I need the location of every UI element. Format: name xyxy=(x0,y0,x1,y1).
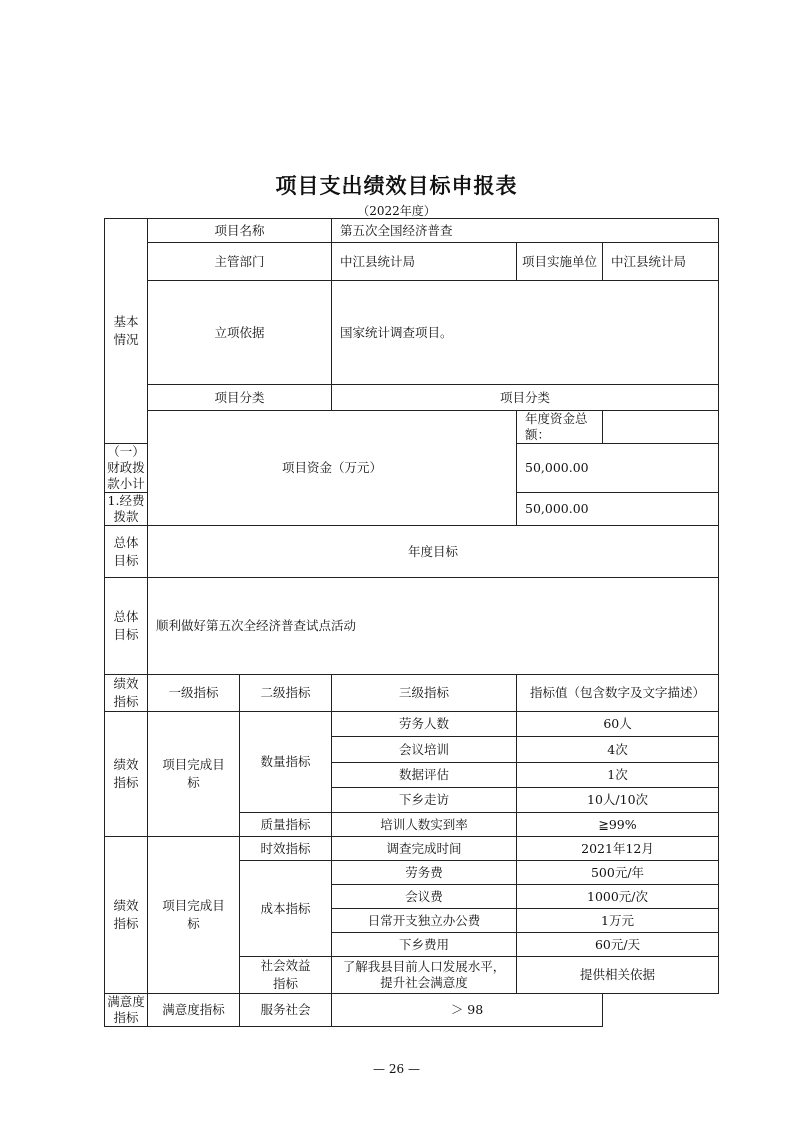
block1-label: 绩效 指标 xyxy=(105,712,148,837)
header-level2: 二级指标 xyxy=(240,675,332,712)
header-level3: 三级指标 xyxy=(332,675,517,712)
indicator-value: 提供相关依据 xyxy=(517,957,719,994)
indicator-name: 数据评估 xyxy=(332,763,517,788)
basis-value: 国家统计调查项目。 xyxy=(332,281,719,385)
annual-goal-label: 年度目标 xyxy=(148,526,719,578)
indicator-name: 会议费 xyxy=(332,885,517,909)
indicator-value: 60人 xyxy=(517,712,719,737)
satisfaction-level1: 满意度指标 xyxy=(105,994,148,1027)
block2-level1: 项目完成目 标 xyxy=(148,837,240,994)
page-number: — 26 — xyxy=(373,1062,420,1076)
expense-label: 1.经费拨款 xyxy=(105,493,148,526)
funds-total-label: 年度资金总额： xyxy=(517,411,603,444)
indicator-value: 60元/天 xyxy=(517,933,719,957)
basic-section-label: 基本 情况 xyxy=(105,219,148,444)
category-value: 项目分类 xyxy=(332,385,719,411)
indicator-name: 下乡走访 xyxy=(332,788,517,813)
indicator-value: 4次 xyxy=(517,737,719,763)
header-level1: 一级指标 xyxy=(148,675,240,712)
indicator-value: 1000元/次 xyxy=(517,885,719,909)
indicator-name: 了解我县目前人口发展水平， 提升社会满意度 xyxy=(332,957,517,994)
funds-total-value xyxy=(603,411,719,444)
impl-unit-value: 中江县统计局 xyxy=(603,243,719,281)
indicators-header-label: 绩效 指标 xyxy=(105,675,148,712)
cost-indicator: 成本指标 xyxy=(240,861,332,957)
overall-goal-text: 顺利做好第五次全经济普查试点活动 xyxy=(148,578,719,675)
basis-label: 立项依据 xyxy=(148,281,332,385)
funds-label: 项目资金（万元） xyxy=(148,411,517,526)
expense-value: 50,000.00 xyxy=(517,493,719,526)
block2-label: 绩效 指标 xyxy=(105,837,148,994)
indicator-name: 日常开支独立办公费 xyxy=(332,909,517,933)
indicator-value: 1万元 xyxy=(517,909,719,933)
overall-goal-label: 总体 目标 xyxy=(105,526,148,578)
project-name-value: 第五次全国经济普查 xyxy=(332,219,719,243)
impl-unit-label: 项目实施单位 xyxy=(517,243,603,281)
project-name-label: 项目名称 xyxy=(148,219,332,243)
indicator-value: 2021年12月 xyxy=(517,837,719,861)
overall-goal-label-2: 总体 目标 xyxy=(105,578,148,675)
block1-level1: 项目完成目 标 xyxy=(148,712,240,837)
category-label: 项目分类 xyxy=(148,385,332,411)
satisfaction-level2: 满意度指标 xyxy=(148,994,240,1027)
indicator-name: 调查完成时间 xyxy=(332,837,517,861)
indicator-value: 500元/年 xyxy=(517,861,719,885)
indicator-value: ≧99% xyxy=(517,813,719,837)
indicator-value: ＞ 98 xyxy=(332,994,603,1027)
timeliness-indicator: 时效指标 xyxy=(240,837,332,861)
year-label: （2022年度） xyxy=(357,204,436,218)
dept-value: 中江县统计局 xyxy=(332,243,517,281)
indicator-name: 下乡费用 xyxy=(332,933,517,957)
indicator-name: 劳务费 xyxy=(332,861,517,885)
header-value: 指标值（包含数字及文字描述） xyxy=(517,675,719,712)
indicator-name: 劳务人数 xyxy=(332,712,517,737)
indicator-name: 服务社会 xyxy=(240,994,332,1027)
indicator-name: 培训人数实到率 xyxy=(332,813,517,837)
fiscal-label: （一）财政拨款小计 xyxy=(105,444,148,493)
page-title: 项目支出绩效目标申报表 xyxy=(275,174,518,198)
indicator-value: 1次 xyxy=(517,763,719,788)
performance-table xyxy=(104,218,719,1027)
dept-label: 主管部门 xyxy=(148,243,332,281)
quality-indicator: 质量指标 xyxy=(240,813,332,837)
indicator-value: 10人/10次 xyxy=(517,788,719,813)
social-indicator: 社会效益 指标 xyxy=(240,957,332,994)
indicator-name: 会议培训 xyxy=(332,737,517,763)
fiscal-value: 50,000.00 xyxy=(517,444,719,493)
quantity-indicator: 数量指标 xyxy=(240,712,332,813)
